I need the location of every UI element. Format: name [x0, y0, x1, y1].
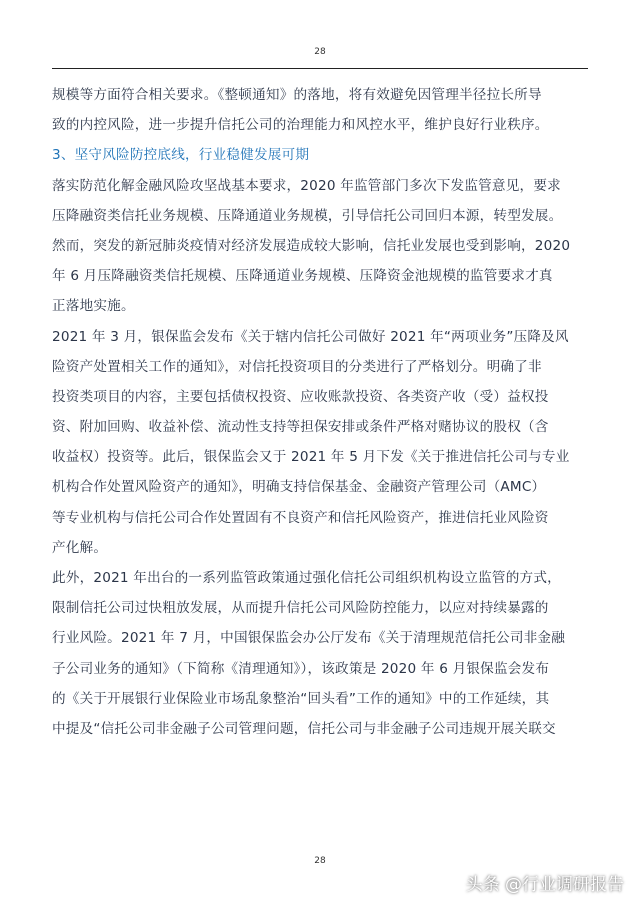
text-line: 落实防范化解金融风险攻坚战基本要求，2020 年监管部门多次下发监管意见，要求: [52, 177, 561, 194]
page-number-top: 28: [314, 47, 326, 57]
text-line: 规模等方面符合相关要求。《整顿通知》的落地，将有效避免因管理半径拉长所导: [52, 87, 542, 103]
text-line: 然而，突发的新冠肺炎疫情对经济发展造成较大影响，信托业发展也受到影响，2020: [52, 237, 571, 254]
text-line: 2021 年 3 月，银保监会发布《关于辖内信托公司做好 2021 年“两项业务”压降及风: [52, 328, 569, 345]
text-line: 产化解。: [52, 539, 108, 556]
text-line: 此外，2021 年出台的一系列监管政策通过强化信托公司组织机构设立监管的方式，: [52, 570, 561, 586]
text-line: 收益权）投资等。此后，银保监会又于 2021 年 5 月下发《关于推进信托公司与专业: [52, 449, 570, 466]
text-line: 年 6 月压降融资类信托规模、压降通道业务规模、压降资金池规模的监管要求才真: [52, 268, 553, 285]
page-number-bottom: 28: [314, 856, 326, 866]
text-line: 资、附加回购、收益补偿、流动性支持等担保安排或条件严格对赌协议的股权（含: [52, 419, 549, 436]
text-line: 压降融资类信托业务规模、压降通道业务规模，引导信托公司回归本源，转型发展。: [52, 207, 563, 224]
text-line: 行业风险。2021 年 7 月，中国银保监会办公厅发布《关于清理规范信托公司非金融: [52, 630, 565, 647]
document-body: [52, 80, 592, 744]
text-line: 限制信托公司过快粗放发展，从而提升信托公司风险防控能力，以应对持续暴露的: [52, 600, 549, 617]
text-line: 险资产处置相关工作的通知》，对信托投资项目的分类进行了严格划分。明确了非: [52, 358, 542, 375]
text-line: 的《关于开展银行业保险业市场乱象整治“回头看”工作的通知》中的工作延续，其: [52, 690, 550, 707]
text-line: 正落地实施。: [52, 298, 135, 315]
text-line: 子公司业务的通知》（下简称《清理通知》），该政策是 2020 年 6 月银保监会发布: [52, 660, 550, 677]
watermark: 头条 @行业调研报告: [465, 875, 624, 895]
header-rule: [52, 68, 588, 69]
text-line: 等专业机构与信托公司合作处置固有不良资产和信托风险资产，推进信托业风险资: [52, 509, 549, 526]
text-line: 机构合作处置风险资产的通知》，明确支持信保基金、金融资产管理公司（AMC）: [52, 479, 546, 496]
section-heading: 3、坚守风险防控底线，行业稳健发展可期: [52, 147, 310, 164]
text-line: 投资类项目的内容，主要包括债权投资、应收账款投资、各类资产收（受）益权投: [52, 388, 549, 405]
text-line: 中提及“信托公司非金融子公司管理问题，信托公司与非金融子公司违规开展关联交: [52, 720, 556, 737]
text-line: 致的内控风险，进一步提升信托公司的治理能力和风控水平，维护良好行业秩序。: [52, 117, 549, 134]
